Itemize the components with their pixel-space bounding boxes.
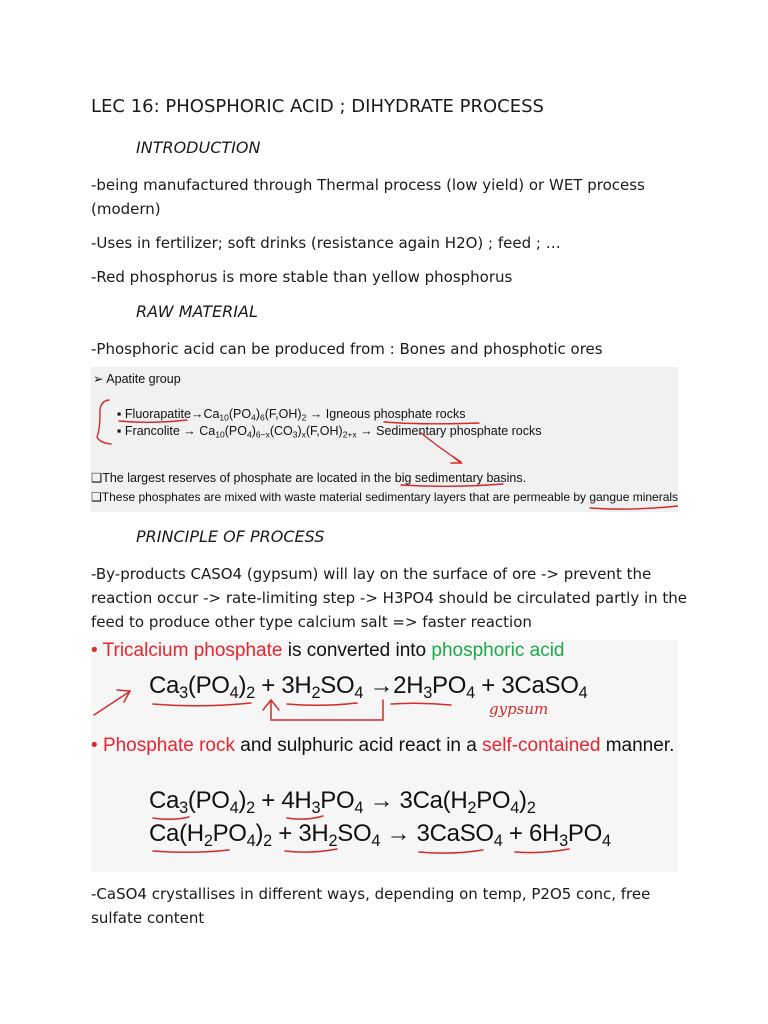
red-annotations — [91, 367, 678, 512]
gangue-note: ❑These phosphates are mixed with waste material sedimentary layers that are permeable by gangue minerals — [91, 490, 678, 504]
checkbox-bullet-icon: ❑ — [91, 471, 103, 485]
fluorapatite-name: Fluorapatite — [124, 407, 191, 421]
intro-paragraph-1: -being manufactured through Thermal process (low yield) or WET process (modern) — [91, 176, 645, 218]
self-contained-label: self-contained — [482, 735, 601, 756]
apatite-group-label: Apatite group — [106, 372, 181, 386]
phosphate-rock-statement: • Phosphate rock and sulphuric acid react in a self-contained manner. — [91, 735, 675, 756]
page-title: LEC 16: PHOSPHORIC ACID ; DIHYDRATE PROCESS — [91, 96, 544, 117]
equation-3: $Ca(H_2PO_4)_2 + 3H_2SO_4$ → 3CaSO$_4$ + $6H_3PO_4$ — [149, 820, 611, 851]
checkbox-bullet-icon: ❑ — [91, 490, 102, 504]
francolite-name: Francolite — [124, 424, 180, 438]
red-bullet-icon: • — [91, 640, 98, 661]
sedimentary-rocks-label: Sedimentary phosphate rocks — [376, 424, 542, 438]
equation-1: $Ca_3(PO_4)_2 + 3H_2SO_4 \to 2H_3PO_4$ + 3CaSO$_4$ — [149, 672, 588, 703]
phosphoric-acid-label: phosphoric acid — [431, 640, 565, 661]
square-bullet-icon: ▪ — [117, 407, 122, 421]
gypsum-handwriting: gypsum — [489, 700, 549, 718]
intro-paragraph-2: -Uses in fertilizer; soft drinks (resistance again H2O) ; feed ; … — [91, 234, 561, 252]
square-bullet-icon: ▪ — [117, 424, 122, 438]
phosphate-rock-label: Phosphate rock — [102, 735, 235, 756]
heading-principle-of-process: PRINCIPLE OF PROCESS — [136, 527, 325, 546]
equation-2: $Ca_3(PO_4)_2 + 4H_3PO_4 \to 3Ca(H_2PO_4)_2$ — [149, 787, 536, 818]
principle-paragraph-2: -CaSO4 crystallises in different ways, depending on temp, P2O5 conc, free sulfate content — [91, 885, 651, 927]
tricalcium-phosphate-label: Tricalcium phosphate — [102, 640, 283, 661]
red-annotations — [91, 640, 678, 872]
francolite-line: ▪ Francolite → $Ca_{10}(PO_4)_{6-x}(CO_3)_x(F,OH)_{2+x}$ → Sedimentary phosphate rocks — [117, 424, 542, 440]
igneous-rocks-label: Igneous phosphate rocks — [325, 407, 466, 421]
fluorapatite-line: ▪ $Fluorapatite\to Ca_{10}(PO_4)_6(F,OH)_2$ → Igneous phosphate rocks — [117, 407, 466, 423]
heading-raw-material: RAW MATERIAL — [136, 302, 258, 321]
arrow-bullet-icon: ➢ — [93, 372, 104, 386]
red-bullet-icon: • — [91, 735, 98, 756]
intro-paragraph-3: -Red phosphorus is more stable than yellow phosphorus — [91, 268, 513, 286]
tricalcium-statement: • Tricalcium phosphate is converted into phosphoric acid — [91, 640, 565, 661]
raw-paragraph-1: -Phosphoric acid can be produced from : Bones and phosphotic ores — [91, 340, 603, 358]
principle-paragraph-1: -By-products CASO4 (gypsum) will lay on the surface of ore -> prevent the reaction occur -> rate-limiting step -> H3PO4 should be circulated partly in the feed to produce other type calcium salt => faster reaction — [91, 565, 688, 631]
reserves-note: ❑The largest reserves of phosphate are located in the big sedimentary basins. — [91, 471, 527, 485]
heading-introduction: INTRODUCTION — [136, 138, 261, 157]
apatite-figure — [91, 367, 678, 512]
reaction-figure — [91, 640, 678, 872]
